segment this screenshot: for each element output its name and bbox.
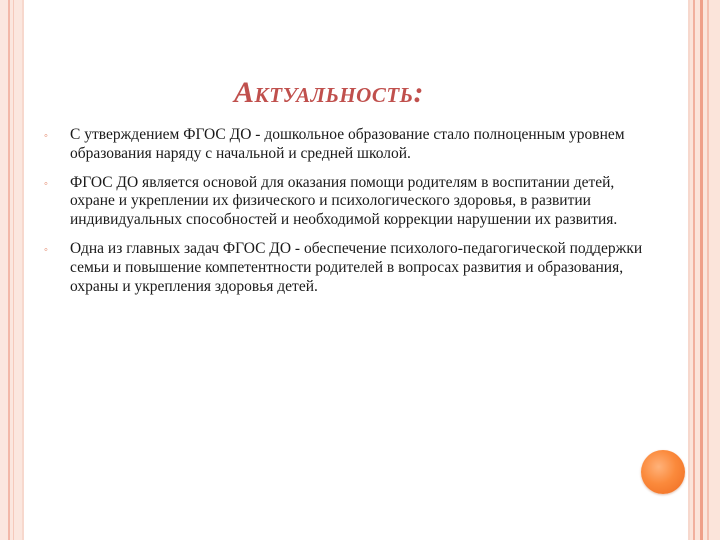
right-frame-line <box>693 0 695 540</box>
bullet-text: С утверждением ФГОС ДО - дошкольное образование стало полноценным уровнем образования наряду с начальной и средней школой. <box>70 126 625 162</box>
bullet-item <box>44 126 644 164</box>
bullet-text: ФГОС ДО является основой для оказания помощи родителям в воспитании детей, охране и укреплении их физического и психологического здоровья, в развитии индивидуальных способностей и необходимой коррекции нарушении их развития. <box>70 173 618 229</box>
circle-bullet-icon: ◦ <box>44 130 48 142</box>
bullet-text: Одна из главных задач ФГОС ДО - обеспечение психолого-педагогической поддержки семьи и повышение компетентности родителей в вопросах развития и образования, охраны и укрепления здоровья детей. <box>70 239 643 295</box>
left-frame-edge <box>22 0 24 540</box>
bullet-item <box>44 174 644 230</box>
circle-bullet-icon: ◦ <box>44 243 48 256</box>
right-frame-line <box>700 0 703 540</box>
bullet-list <box>44 126 644 306</box>
circle-bullet-icon: ◦ <box>44 177 48 190</box>
bullet-item <box>44 240 644 296</box>
left-frame-line <box>13 0 14 540</box>
left-frame-band <box>0 0 22 540</box>
right-frame-line <box>707 0 709 540</box>
left-frame-line <box>8 0 10 540</box>
right-frame-edge <box>688 0 690 540</box>
decorative-orange-circle <box>641 450 685 494</box>
slide-title: Актуальность: <box>234 76 424 109</box>
